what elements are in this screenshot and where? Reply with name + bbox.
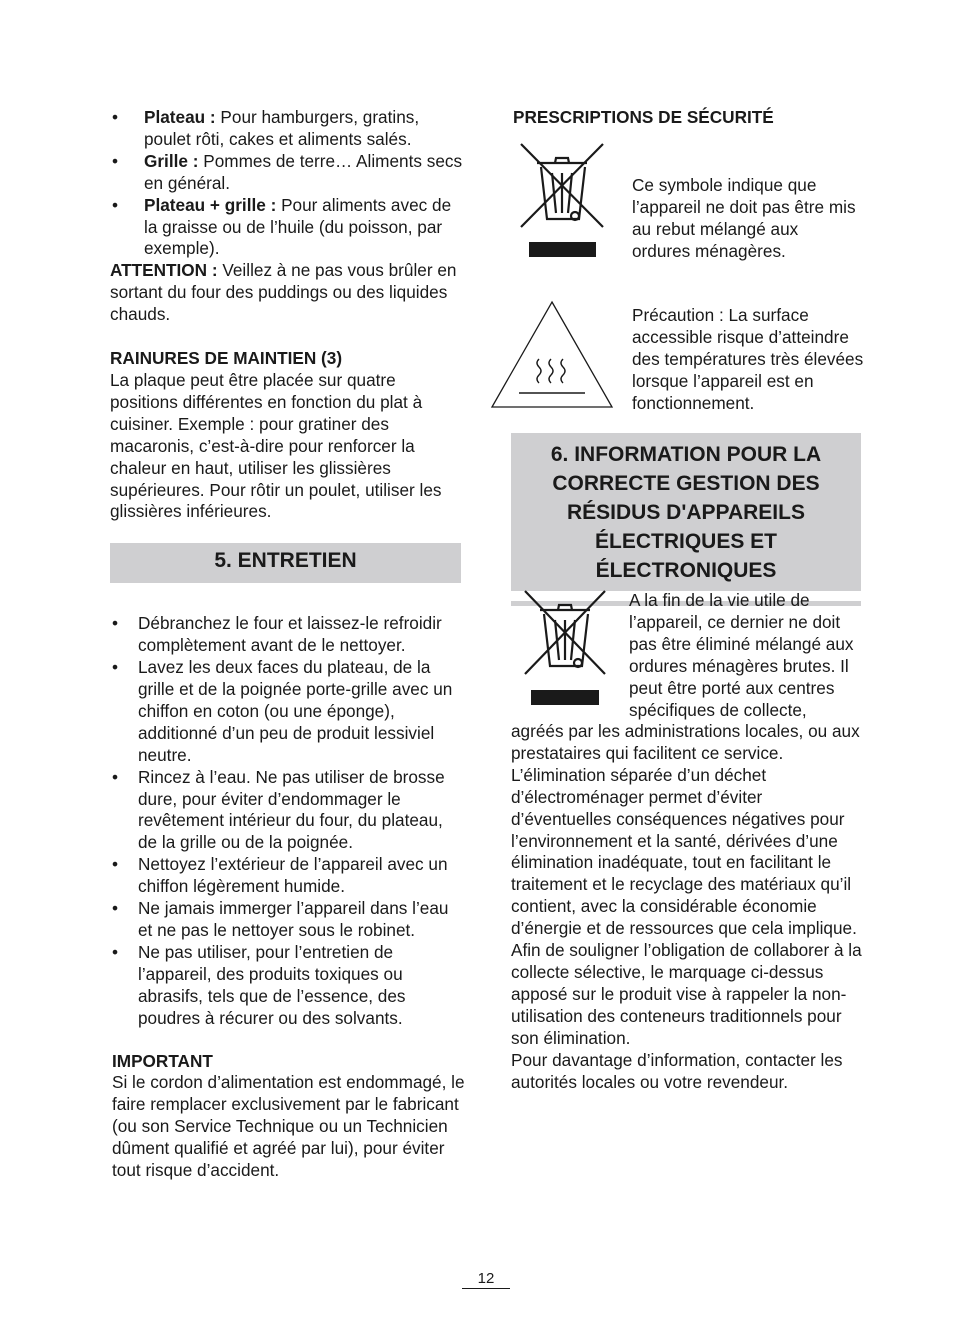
section-6-header [511,433,861,606]
crossed-bin-icon [519,141,605,261]
section-5-header [110,543,461,583]
section-5-title: 5. ENTRETIEN [110,543,461,583]
weee-intro: A la fin de la vie utile de l’appareil, ce dernier ne doit pas être éliminé mélangé aux ordures ménagères brutes. Il peut être porté aux centres spécifiques de collecte, [629,590,854,720]
list-item: • Nettoyez l’extérieur de l’appareil avec un chiffon légèrement humide. [112,854,465,898]
important-paragraph: Si le cordon d’alimentation est endommagé, le faire remplacer exclusivement par le fabricant (ou son Service Technique ou un Technicien dûment qualifié et agréé par lui), pour éviter tout risque d’accident. [112,1072,465,1181]
list-item: • Débranchez le four et laissez-le refroidir complètement avant de le nettoyer. [112,613,465,657]
weee-paragraph: Pour davantage d’information, contacter les autorités locales ou votre revendeur. [511,1049,843,1092]
hot-surface-description: Précaution : La surface accessible risque d’atteindre des températures très élevées lorsque l’appareil est en fonctionnement. [632,305,864,413]
list-item: • Ne pas utiliser, pour l’entretien de l’appareil, des produits toxiques ou abrasifs, tels que de l’essence, des poudres à récurer ou des solvants. [112,942,465,1030]
attention-paragraph: ATTENTION : Veillez à ne pas vous brûler en sortant du four des puddings ou des liquides chauds. [110,260,457,325]
list-item: • Lavez les deux faces du plateau, de la grille et de la poignée porte-grille avec un chiffon en coton (ou une éponge), additionné d’un peu de produit lessiviel neutre. [112,657,465,767]
right-column [511,107,864,1092]
list-item: • Ne jamais immerger l’appareil dans l’eau et ne pas le nettoyer sous le robinet. [112,898,465,942]
weee-body [511,721,865,1093]
list-item: • Plateau : Pour hamburgers, gratins, poulet rôti, cakes et aliments salés. [110,107,465,151]
bin-symbol-description: Ce symbole indique que l’appareil ne doit pas être mis au rebut mélangé aux ordures ménagères. [632,175,856,261]
list-item: • Grille : Pommes de terre… Aliments secs en général. [110,151,465,195]
rainures-paragraph: La plaque peut être placée sur quatre positions différentes en fonction du plat à cuisiner. Exemple : pour gratiner des macaronis, c’est-à-dire pour renforcer la chaleur en haut, utiliser les glissières supérieures. Pour rôtir un poulet, utiliser les glissières inférieures. [110,369,442,522]
left-column [110,107,465,1182]
weee-paragraph: Afin de souligner l’obligation de collaborer à la collecte sélective, le marquage ci-dessus apposé sur le produit vise à rappeler la non-utilisation des conteneurs traditionnels pour son élimination. [511,940,862,1048]
crossed-bin-icon [523,588,607,710]
safety-heading: PRESCRIPTIONS DE SÉCURITÉ [513,107,774,127]
list-item: • Plateau + grille : Pour aliments avec de la graisse ou de l’huile (du poisson, par exemple). [110,195,465,261]
weee-paragraph: agréés par les administrations locales, ou aux prestataires qui facilitent ce service. L’élimination séparée d’un déchet d’électroménager permet d’éviter d’éventuelles conséquences négatives pour l’environnement et la santé, dérivées d’une élimination inadéquate, tout en facilitant le traitement et le recyclage des matériaux qu’il contient, avec la considérable économie d’énergie et de ressources que cela implique. [511,721,860,939]
list-item: • Rincez à l’eau. Ne pas utiliser de brosse dure, pour éviter d’endommager le revêtement intérieur du four, du plateau, de la grille ou de la poignée. [112,767,465,855]
important-heading: IMPORTANT [112,1050,213,1071]
section-6-title: 6. INFORMATION POUR LA CORRECTE GESTION DES RÉSIDUS D'APPAREILS ÉLECTRIQUES ET ÉLECTRONIQUES [511,433,861,591]
accessory-list [110,107,465,260]
entretien-list [110,613,465,1029]
hot-surface-warning-icon [489,299,615,411]
rainures-heading: RAINURES DE MAINTIEN (3) [110,348,343,369]
page-number: 12 [462,1270,510,1289]
